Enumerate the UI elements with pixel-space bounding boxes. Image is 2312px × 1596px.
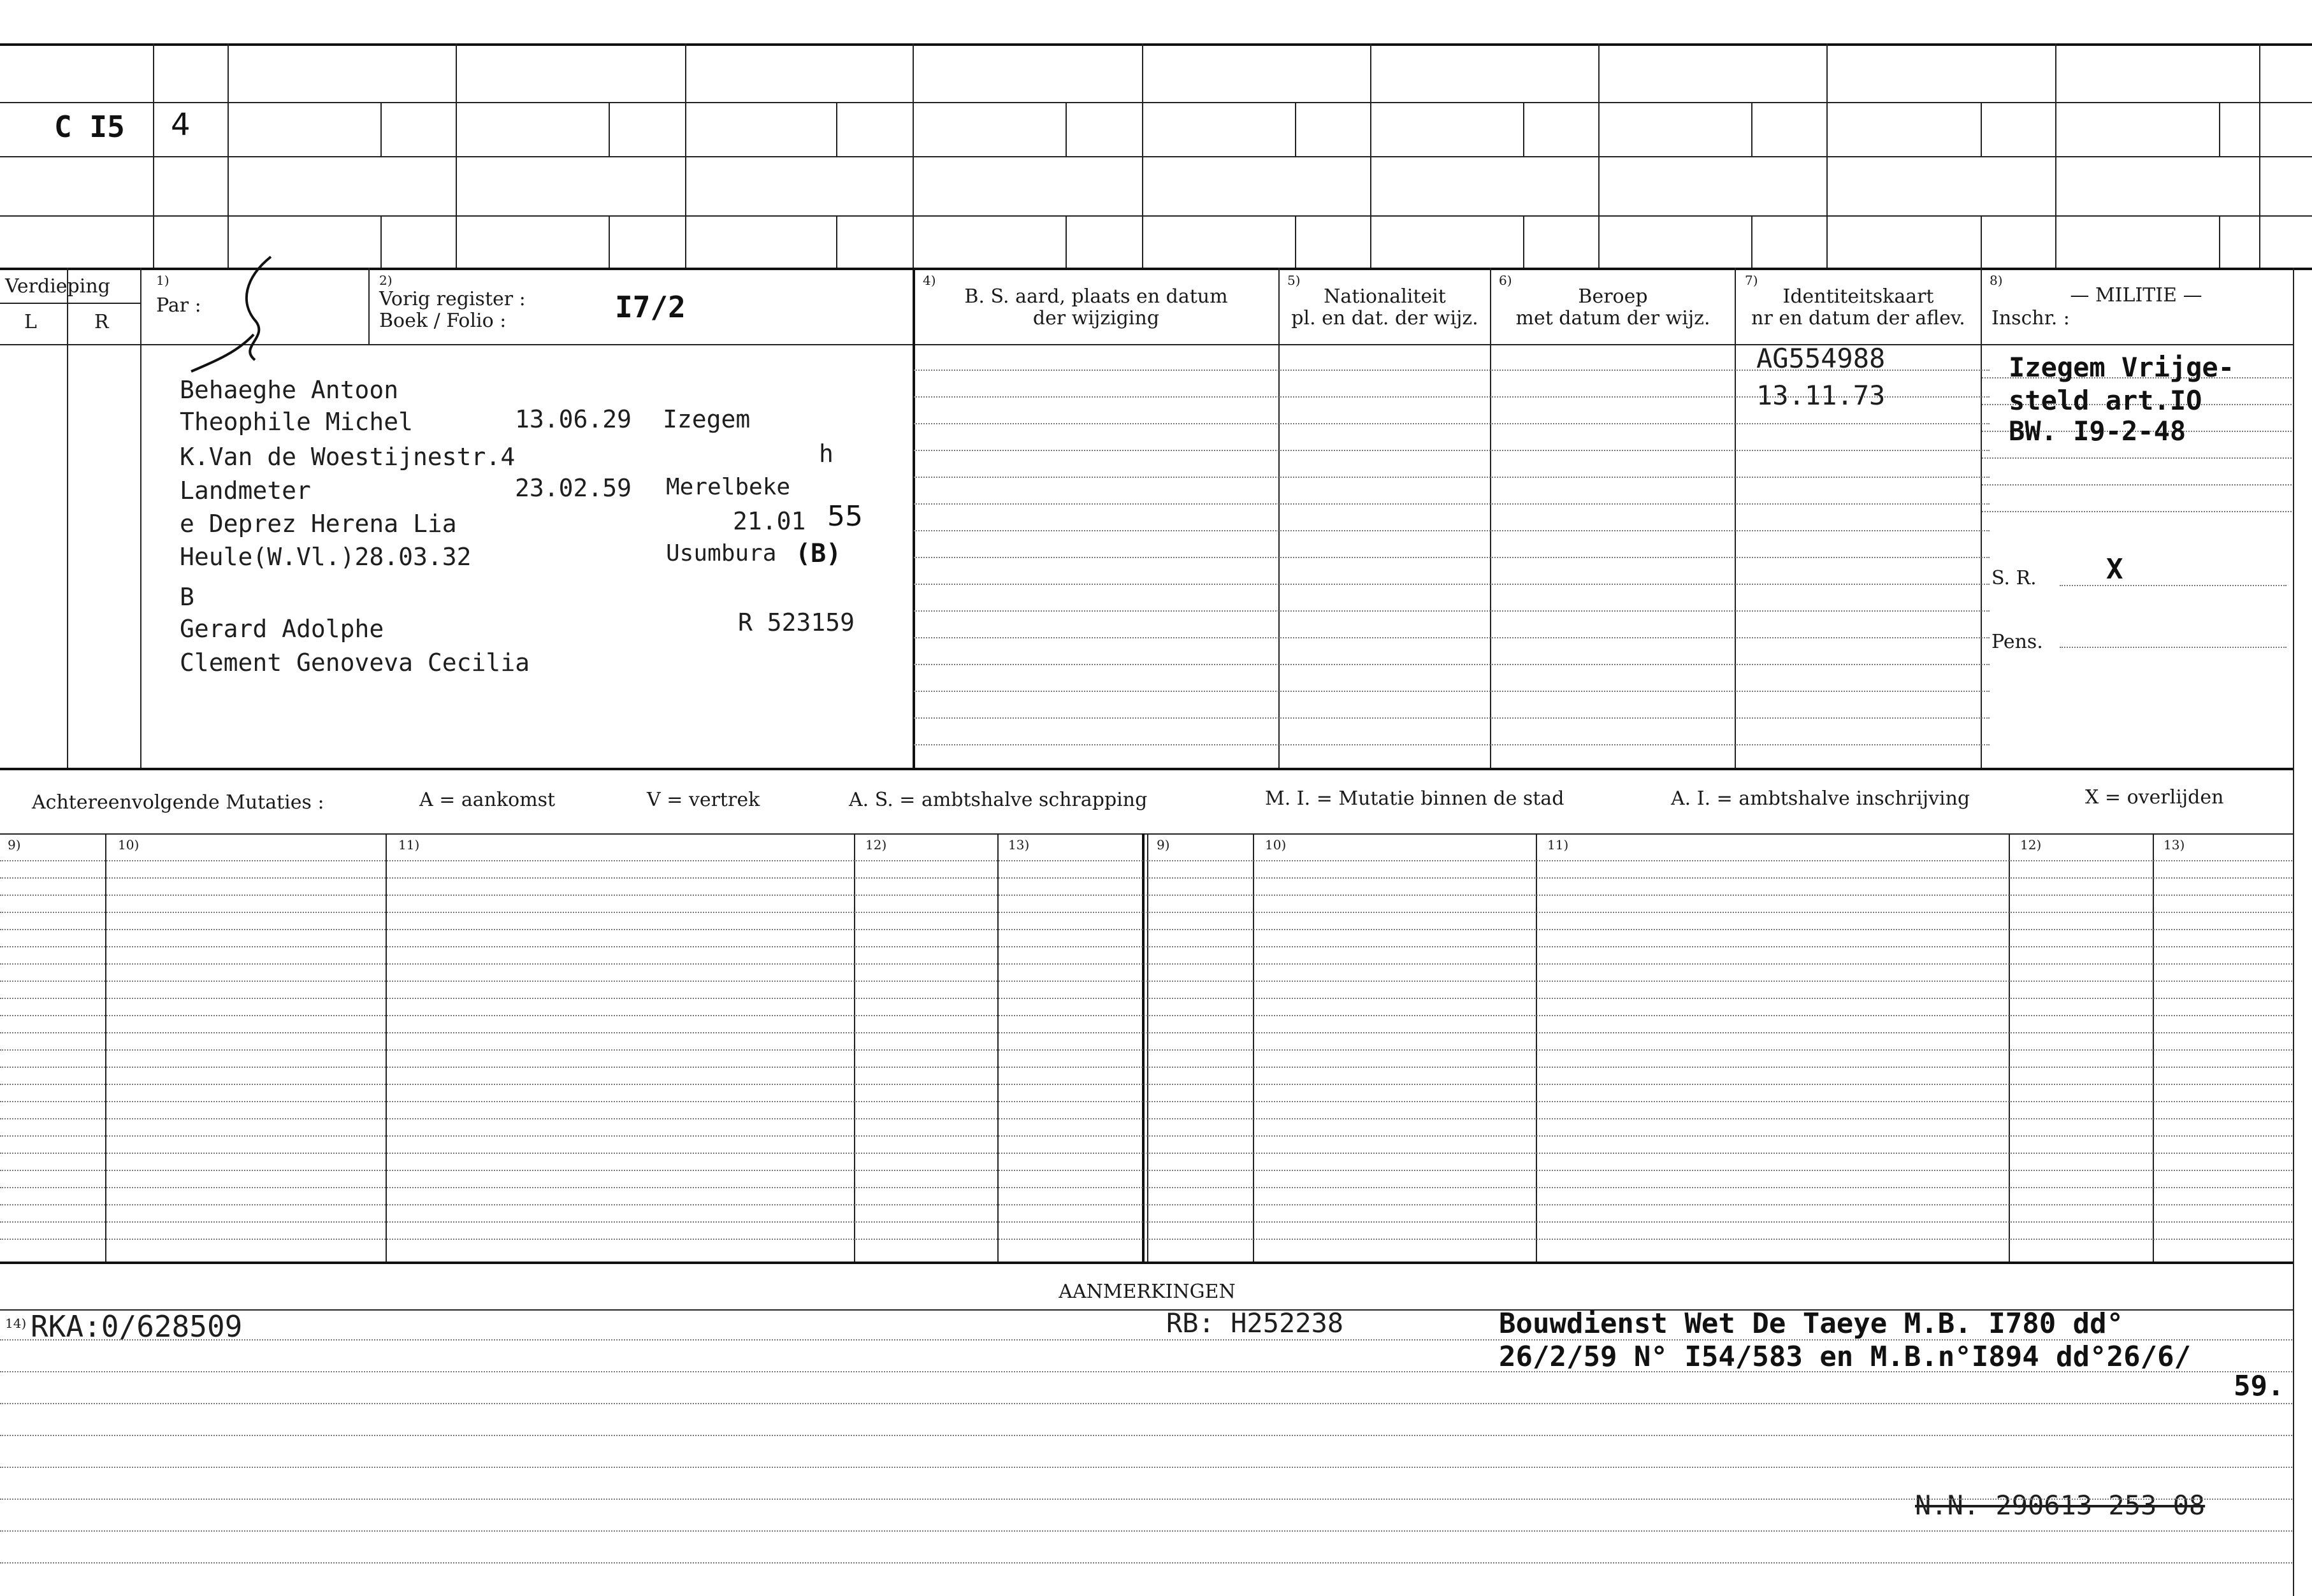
ruled-line [0, 1084, 2294, 1085]
ruled-line [0, 963, 2294, 965]
top-grid-tick [1751, 102, 1752, 156]
r-label: R [94, 311, 109, 333]
ruled-line [914, 610, 1990, 612]
top-grid-tick [1295, 215, 1296, 268]
header-top-line [0, 268, 2312, 270]
ruled-line [0, 1467, 2294, 1468]
mut-col-label: 13) [2164, 837, 2185, 852]
ruled-line [0, 1562, 2294, 1564]
top-grid-tick [609, 215, 610, 268]
legend-ai: A. I. = ambtshalve inschrijving [1671, 787, 1970, 810]
birth-date: 13.06.29 [515, 405, 632, 433]
ruled-line [0, 895, 2294, 896]
pens-label: Pens. [1991, 631, 2043, 653]
col5-label1: Nationaliteit [1324, 285, 1446, 308]
ruled-line [1982, 511, 2294, 512]
legend-x: X = overlijden [2085, 786, 2224, 809]
top-grid-line [0, 215, 2312, 217]
ruled-line [0, 1032, 2294, 1033]
ruled-line [0, 1204, 2294, 1205]
ruled-line [914, 744, 1990, 745]
col2-label1: Vorig register : [379, 288, 526, 310]
col-divider [140, 268, 141, 768]
ruled-line [0, 1530, 2294, 1532]
ruled-line [0, 946, 2294, 947]
person-line: K.Van de Woestijnestr.4 [180, 443, 516, 471]
top-grid-tick [2219, 102, 2220, 156]
date3-hand: 55 [827, 500, 863, 533]
remarks-title: AANMERKINGEN [1058, 1281, 1236, 1303]
col-divider [1981, 268, 1982, 768]
col-divider [1735, 268, 1736, 768]
ruled-line [1982, 457, 2294, 459]
col2-value: I7/2 [615, 290, 686, 324]
col-divider [67, 268, 68, 768]
ruled-line [914, 503, 1990, 505]
person-line: Heule(W.Vl.)28.03.32 [180, 543, 472, 571]
sr-dots [2060, 585, 2287, 586]
col1-label: Par : [156, 294, 201, 317]
l-label: L [24, 311, 37, 333]
ruled-line [1982, 484, 2294, 485]
mut-col [105, 833, 106, 1262]
mut-col-label: 9) [1157, 837, 1170, 852]
rb-value: RB: H252238 [1166, 1307, 1344, 1339]
col4-label2: der wijziging [1032, 307, 1160, 329]
ruled-line [0, 1339, 2294, 1341]
mutations-bottom-line [0, 1262, 2294, 1264]
col-divider [913, 268, 915, 768]
lr-divider [0, 303, 140, 304]
mut-col [854, 833, 855, 1262]
id-date: 13.11.73 [1756, 380, 1886, 411]
militie-line2: steld art.IO [2009, 385, 2202, 416]
ruled-line [0, 1049, 2294, 1051]
mut-col-label: 12) [865, 837, 887, 852]
mut-col [386, 833, 387, 1262]
place3-suffix: (B) [795, 539, 842, 568]
r-number: R 523159 [738, 608, 855, 636]
ruled-line [0, 1435, 2294, 1436]
col6-label2: met datum der wijz. [1515, 307, 1710, 329]
top-grid-vline [1826, 43, 1828, 268]
mut-col [2153, 833, 2154, 1262]
bouwdienst-line2: 26/2/59 N° I54/583 en M.B.n°I894 dd°26/6/ [1499, 1341, 2192, 1373]
bouwdienst-line3: 59. [2234, 1370, 2285, 1402]
col-divider [1278, 268, 1280, 768]
militie-line1: Izegem Vrijge- [2009, 352, 2235, 383]
top-grid-tick [1981, 102, 1982, 156]
ruled-line [0, 1118, 2294, 1119]
mut-col [1536, 833, 1537, 1262]
top-grid-tick [380, 215, 382, 268]
birth-place: Izegem [663, 405, 751, 433]
mut-col-label: 9) [8, 837, 21, 852]
rka-value: RKA:0/628509 [31, 1309, 243, 1344]
top-grid-vline [685, 43, 686, 268]
ruled-line [0, 1499, 2294, 1500]
top-border [0, 43, 2312, 46]
verdieping-label: Verdieping [5, 275, 110, 298]
ruled-line [914, 637, 1990, 638]
ruled-line [914, 530, 1990, 531]
top-grid-tick [1981, 215, 1982, 268]
ruled-line [0, 1101, 2294, 1102]
remarks-num: 14) [5, 1316, 27, 1331]
ruled-line [0, 860, 2294, 861]
mut-col [997, 833, 999, 1262]
date3: 21.01 [733, 507, 806, 535]
mut-col [1253, 833, 1254, 1262]
mut-col-label: 13) [1008, 837, 1030, 852]
place3: Usumbura [666, 540, 777, 566]
mut-col [2009, 833, 2010, 1262]
top-grid-tick [380, 102, 382, 156]
ruled-line [0, 1371, 2294, 1372]
ruled-line [0, 1403, 2294, 1404]
col8-num: 8) [1990, 273, 2003, 288]
person-line: Theophile Michel [180, 408, 414, 436]
person-line: Clement Genoveva Cecilia [180, 649, 530, 677]
top-grid-vline [2055, 43, 2056, 268]
par-signature [185, 252, 274, 379]
col-divider [1490, 268, 1491, 768]
top-grid-tick [1066, 215, 1067, 268]
ruled-line [0, 877, 2294, 879]
mut-col-label: 11) [1547, 837, 1569, 852]
bouwdienst-line1: Bouwdienst Wet De Taeye M.B. I780 dd° [1499, 1307, 2124, 1340]
pens-dots [2060, 647, 2287, 648]
ruled-line [0, 1187, 2294, 1188]
ruled-line [0, 1135, 2294, 1137]
ruled-line [914, 450, 1990, 451]
person-line: e Deprez Herena Lia [180, 510, 457, 538]
top-grid-vline [1598, 43, 1600, 268]
top-code: C I5 [54, 110, 125, 144]
place2: Merelbeke [666, 474, 791, 500]
ruled-line [0, 1153, 2294, 1154]
col8-inschr: Inschr. : [1991, 307, 2070, 329]
top-grid-line [0, 102, 2312, 103]
top-grid-tick [836, 102, 837, 156]
ruled-line [914, 664, 1990, 665]
date2: 23.02.59 [515, 474, 632, 502]
mut-col-label: 12) [2020, 837, 2042, 852]
ruled-line [0, 912, 2294, 913]
col1-num: 1) [156, 273, 170, 288]
body-bottom-line [0, 768, 2294, 770]
person-line: B [180, 583, 194, 611]
col2-num: 2) [379, 273, 393, 288]
top-grid-tick [1523, 102, 1524, 156]
col7-label2: nr en datum der aflev. [1751, 307, 1965, 329]
ruled-line [0, 929, 2294, 930]
ruled-line [0, 1221, 2294, 1223]
col4-label1: B. S. aard, plaats en datum [964, 285, 1228, 308]
mut-col-label: 10) [1265, 837, 1287, 852]
top-grid-tick [836, 215, 837, 268]
ruled-line [0, 998, 2294, 999]
top-grid-vline [913, 43, 914, 268]
legend-as: A. S. = ambtshalve schrapping [849, 789, 1148, 811]
id-number: AG554988 [1756, 343, 1886, 374]
top-grid-tick [609, 102, 610, 156]
ruled-line [914, 423, 1990, 424]
ruled-line [0, 1170, 2294, 1171]
col-divider [368, 268, 370, 344]
ruled-line [914, 691, 1990, 692]
ruled-line [914, 557, 1990, 558]
ruled-line [914, 717, 1990, 719]
sr-value: X [2106, 553, 2123, 586]
col7-num: 7) [1745, 273, 1758, 288]
legend-mi: M. I. = Mutatie binnen de stad [1265, 787, 1564, 810]
legend-v: V = vertrek [647, 789, 760, 811]
mut-col-label: 11) [398, 837, 420, 852]
right-edge [2293, 268, 2294, 1596]
top-grid-line [0, 156, 2312, 157]
top-grid-tick [1295, 102, 1296, 156]
top-number: 4 [171, 107, 191, 143]
mutations-title: Achtereenvolgende Mutaties : [32, 791, 324, 814]
top-grid-tick [1066, 102, 1067, 156]
mut-col-label: 10) [118, 837, 140, 852]
nn-value: N.N. 290613 253 08 [1915, 1490, 2206, 1521]
sr-label: S. R. [1991, 567, 2037, 589]
ruled-line [0, 981, 2294, 982]
top-grid-vline [1142, 43, 1143, 268]
col7-label1: Identiteitskaart [1782, 285, 1934, 308]
top-grid-tick [1523, 215, 1524, 268]
col2-label2: Boek / Folio : [379, 310, 507, 332]
ruled-line [914, 477, 1990, 478]
militie-line3: BW. I9-2-48 [2009, 415, 2186, 447]
top-grid-tick [2219, 215, 2220, 268]
ruled-line [0, 1067, 2294, 1068]
col6-label1: Beroep [1578, 285, 1648, 308]
ruled-line [914, 584, 1990, 585]
top-grid-vline [2259, 43, 2260, 268]
mut-col [1142, 833, 1145, 1262]
legend-a: A = aankomst [419, 789, 556, 811]
col5-label2: pl. en dat. der wijz. [1291, 307, 1478, 329]
top-grid-vline [1370, 43, 1371, 268]
person-line: Behaeghe Antoon [180, 376, 399, 404]
top-grid-vline [228, 43, 229, 268]
ruled-line [0, 1015, 2294, 1016]
h-mark: h [819, 440, 834, 468]
header-bottom-line [0, 344, 2294, 345]
ruled-line [0, 1239, 2294, 1240]
mut-col [1147, 833, 1148, 1262]
col8-label: — MILITIE — [2070, 284, 2202, 306]
col5-num: 5) [1287, 273, 1301, 288]
top-grid-tick [1751, 215, 1752, 268]
top-grid-vline [153, 43, 154, 268]
col4-num: 4) [923, 273, 936, 288]
person-line: Landmeter [180, 477, 311, 505]
top-grid-vline [456, 43, 457, 268]
col6-num: 6) [1499, 273, 1512, 288]
person-line: Gerard Adolphe [180, 615, 384, 643]
